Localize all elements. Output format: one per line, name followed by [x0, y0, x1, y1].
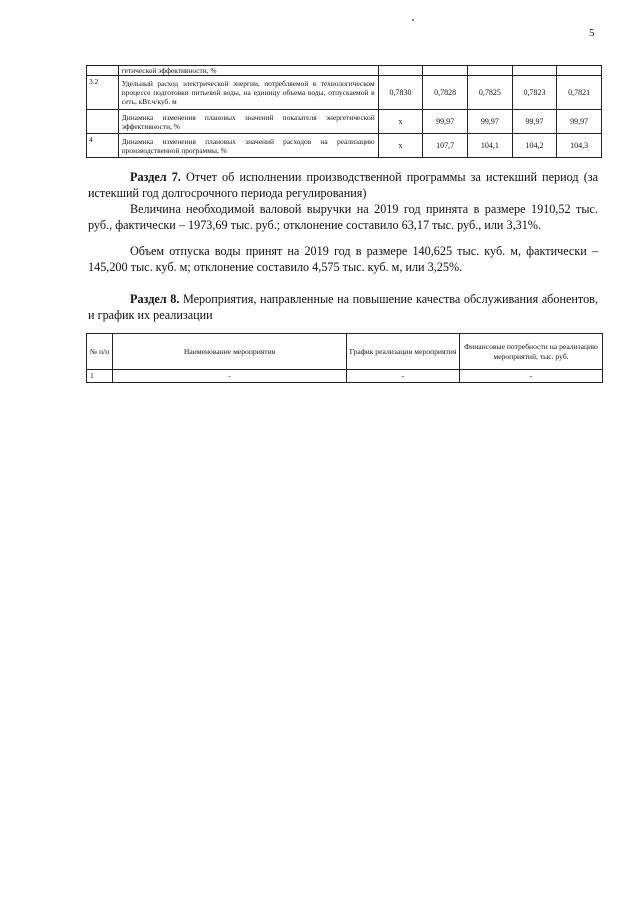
value-cell: 0,7825	[467, 76, 512, 110]
column-header: № п/п	[87, 334, 113, 370]
value-cell: 104,2	[512, 134, 557, 158]
value-cell: 0,7821	[557, 76, 602, 110]
table-row	[87, 76, 602, 110]
row-number	[87, 66, 119, 76]
row-description: Удельный расход электрической энергии, потребляемой в технологическом процессе подготовки питьевой воды, на единицу объема воды, отпускаемой в сеть, кВт.ч/куб. м	[118, 76, 378, 110]
column-header: Финансовые потребности на реализацию мероприятий, тыс. руб.	[460, 334, 603, 370]
section-8-label: Раздел 8.	[130, 292, 180, 306]
section-8-heading	[88, 292, 598, 323]
value-cell: 104,1	[467, 134, 512, 158]
value-cell	[467, 66, 512, 76]
row-description: Динамика изменения плановых значений расходов на реализацию производственной программы, %	[118, 134, 378, 158]
value-cell	[423, 66, 468, 76]
table-row	[87, 66, 602, 76]
value-cell: х	[378, 110, 423, 134]
section-7-paragraph-volume: Объем отпуска воды принят на 2019 год в размере 140,625 тыс. куб. м, фактически – 145,200 тыс. куб. м; отклонение составило 4,575 тыс. куб. м, или 3,25%.	[88, 244, 598, 274]
table-cell: -	[113, 370, 347, 383]
table-row	[87, 110, 602, 134]
row-number: 4	[87, 134, 119, 158]
section-7-label: Раздел 7.	[130, 170, 181, 184]
value-cell: 99,97	[557, 110, 602, 134]
value-cell: 104,3	[557, 134, 602, 158]
value-cell: 107,7	[423, 134, 468, 158]
row-description: гетической эффективности, %	[118, 66, 378, 76]
column-header: График реализации мероприятия	[347, 334, 460, 370]
section-7-title: Отчет об исполнении производственной программы за истекший период (за истекший год долгосрочного периода регулирования)	[88, 170, 598, 200]
value-cell: 99,97	[423, 110, 468, 134]
table-cell: 1	[87, 370, 113, 383]
section-7-heading	[88, 170, 598, 201]
value-cell	[512, 66, 557, 76]
table-cell: -	[347, 370, 460, 383]
page-number: 5	[589, 27, 595, 39]
section-7-paragraph-revenue: Величина необходимой валовой выручки на 2019 год принята в размере 1910,52 тыс. руб., фактически – 1973,69 тыс. руб.; отклонение составило 63,17 тыс. руб., или 3,31%.	[88, 202, 598, 232]
column-header: Наименование мероприятия	[113, 334, 347, 370]
table-header-row	[87, 334, 603, 370]
value-cell: 0,7823	[512, 76, 557, 110]
value-cell: 99,97	[467, 110, 512, 134]
measures-table	[86, 333, 603, 383]
value-cell: 99,97	[512, 110, 557, 134]
value-cell: х	[378, 134, 423, 158]
table-row	[87, 134, 602, 158]
row-number: 3.2	[87, 76, 119, 110]
value-cell: 0,7828	[423, 76, 468, 110]
row-number	[87, 110, 119, 134]
scan-dot	[412, 19, 414, 21]
table-row	[87, 370, 603, 383]
value-cell	[557, 66, 602, 76]
value-cell: 0,7830	[378, 76, 423, 110]
table-cell: -	[460, 370, 603, 383]
indicators-table	[86, 65, 602, 158]
value-cell	[378, 66, 423, 76]
row-description: Динамика изменения плановых значений показателя энергетической эффективности, %	[118, 110, 378, 134]
section-8-title: Мероприятия, направленные на повышение качества обслуживания абонентов, и график их реализации	[88, 292, 598, 322]
